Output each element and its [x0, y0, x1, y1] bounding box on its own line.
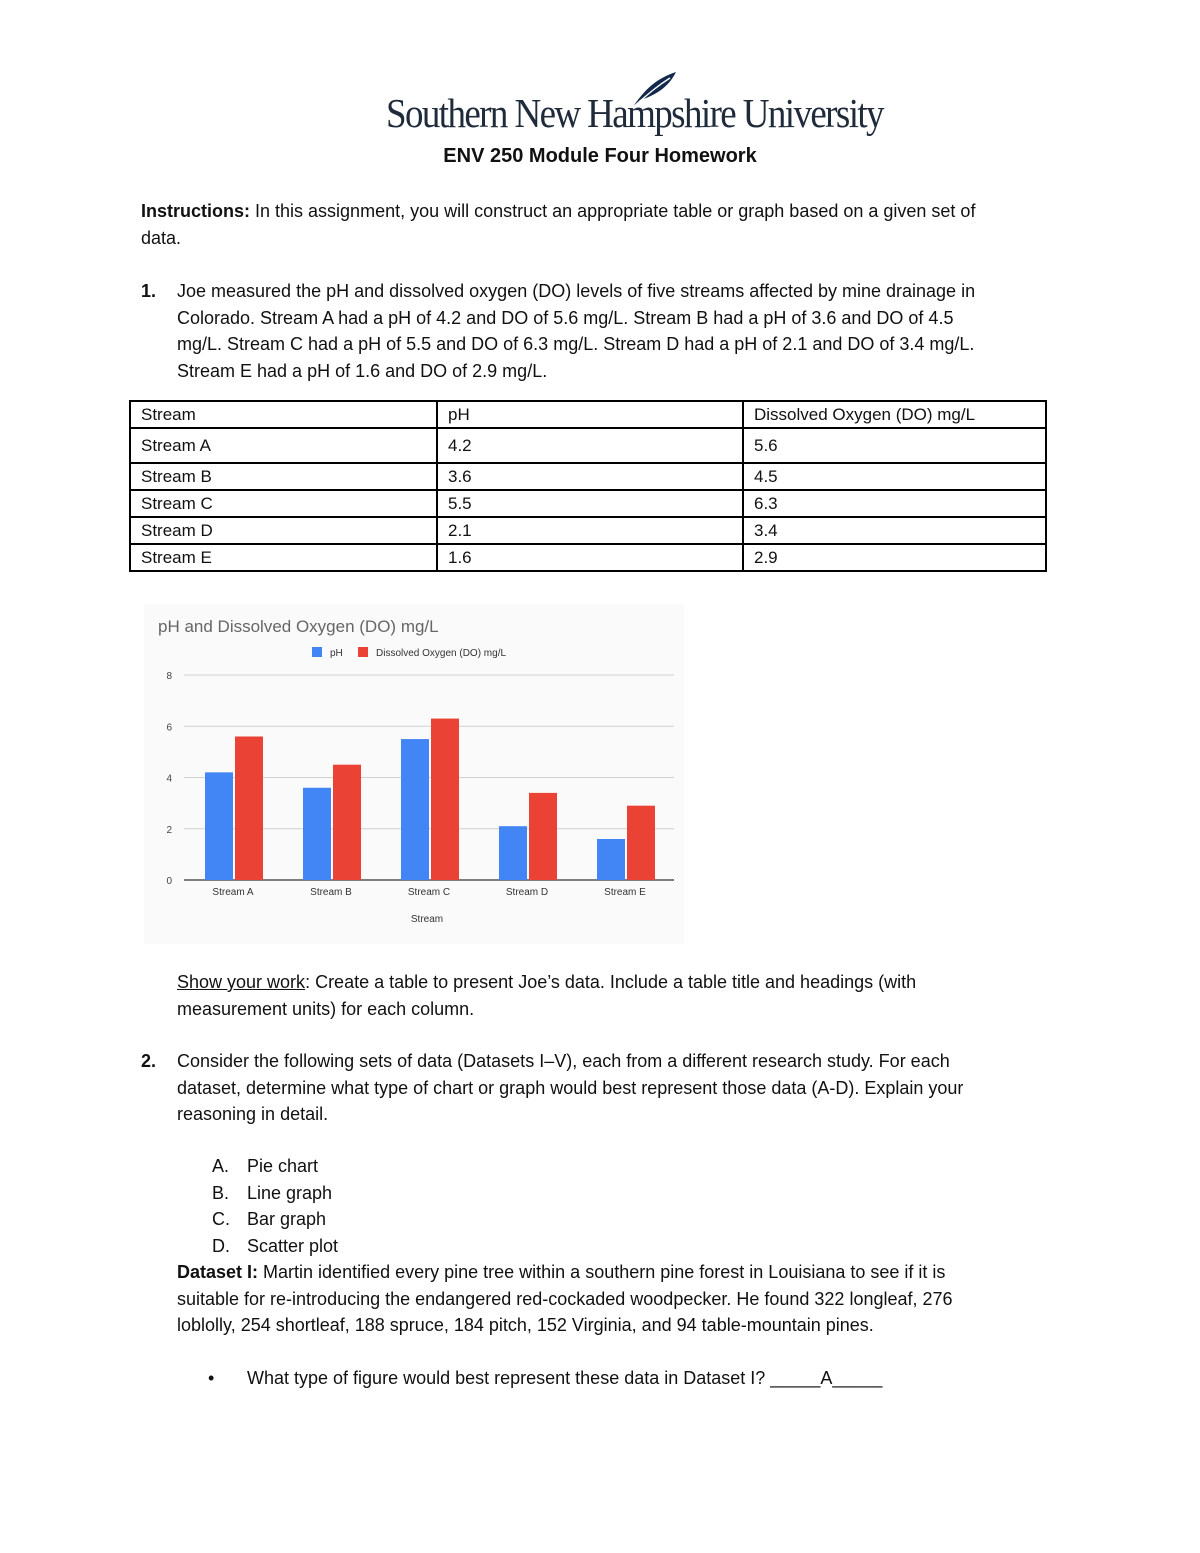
option-item	[212, 1233, 338, 1260]
bar-ph	[303, 788, 331, 880]
university-name: Southern New Hampshire University	[386, 91, 883, 138]
bar-do	[529, 793, 557, 880]
chart-svg	[144, 604, 684, 944]
table-cell: 3.4	[743, 517, 1046, 544]
q1-number: 1.	[141, 281, 157, 301]
table-cell: 5.6	[743, 428, 1046, 463]
table-row	[130, 490, 1046, 517]
instructions-text: In this assignment, you will construct an appropriate table or graph based on a given set of	[250, 201, 976, 221]
q1-line: Colorado. Stream A had a pH of 4.2 and DO of 5.6 mg/L. Stream B had a pH of 3.6 and DO of 4.5	[177, 307, 954, 328]
option-letter: C.	[212, 1209, 230, 1229]
chart-options-list	[212, 1153, 338, 1259]
table-cell: Stream C	[130, 490, 437, 517]
q1-line: mg/L. Stream C had a pH of 5.5 and DO of 6.3 mg/L. Stream D had a pH of 2.1 and DO of 3.4 mg/L.	[177, 334, 975, 354]
table-cell: 2.1	[437, 517, 743, 544]
table-header-row	[130, 401, 1046, 428]
chart-title: pH and Dissolved Oxygen (DO) mg/L	[158, 617, 439, 636]
table-cell: 2.9	[743, 544, 1046, 571]
y-tick-label: 2	[166, 824, 172, 836]
university-logo	[386, 70, 883, 140]
x-tick-label: Stream E	[604, 887, 646, 898]
show-work	[177, 969, 1077, 1022]
option-item	[212, 1180, 338, 1207]
dataset-1-line: suitable for re-introducing the endangered red-cockaded woodpecker. He found 322 longleaf, 276	[177, 1288, 953, 1309]
table-header-cell: pH	[437, 401, 743, 428]
table-cell: 4.5	[743, 463, 1046, 490]
option-letter: B.	[212, 1182, 230, 1203]
table-cell: Stream A	[130, 428, 437, 463]
dataset-1-line: loblolly, 254 shortleaf, 188 spruce, 184 pitch, 152 Virginia, and 94 table-mountain pines.	[177, 1315, 874, 1335]
dataset-1	[177, 1259, 1077, 1339]
table-cell: 4.2	[437, 428, 743, 463]
option-item	[212, 1153, 338, 1180]
instructions	[141, 198, 1071, 251]
dataset-1-text: Martin identified every pine tree within a southern pine forest in Louisiana to see if it is	[258, 1262, 946, 1282]
q2-line: reasoning in detail.	[177, 1104, 329, 1124]
instructions-text-2: data.	[141, 227, 182, 248]
table-header-cell: Stream	[130, 401, 437, 428]
bullet-icon: •	[208, 1368, 215, 1388]
option-item	[212, 1206, 338, 1233]
x-tick-label: Stream A	[212, 887, 254, 898]
bar-do	[627, 806, 655, 880]
legend-label: pH	[330, 648, 343, 659]
q2-line: Consider the following sets of data (Datasets I–V), each from a different research study. For each	[177, 1051, 950, 1071]
show-work-label: Show your work	[177, 972, 306, 992]
show-work-text-2: measurement units) for each column.	[177, 998, 475, 1019]
instructions-label: Instructions:	[141, 201, 251, 221]
bar-do	[235, 737, 263, 881]
table-row	[130, 544, 1046, 571]
option-text: Scatter plot	[247, 1235, 339, 1256]
table-cell: Stream B	[130, 463, 437, 490]
dataset-1-question-item	[208, 1365, 1068, 1392]
q2-line: dataset, determine what type of chart or graph would best represent those data (A-D). Explain your	[177, 1077, 964, 1098]
x-axis-label: Stream	[410, 914, 444, 925]
option-letter: D.	[212, 1235, 230, 1256]
table-cell: Stream D	[130, 517, 437, 544]
bar-do	[333, 765, 361, 880]
y-tick-label: 0	[166, 876, 172, 887]
option-text: Line graph	[247, 1182, 333, 1203]
y-tick-label: 8	[166, 671, 172, 682]
bar-do	[431, 719, 459, 880]
ph-do-bar-chart	[144, 604, 684, 944]
table-row	[130, 428, 1046, 463]
table-cell: 3.6	[437, 463, 743, 490]
legend-swatch	[358, 647, 368, 657]
table-cell: Stream E	[130, 544, 437, 571]
bar-ph	[205, 772, 233, 880]
q2-text	[177, 1048, 1077, 1128]
stream-data-table	[129, 400, 1047, 572]
q1-line: Joe measured the pH and dissolved oxygen (DO) levels of five streams affected by mine drainage in	[177, 281, 976, 301]
y-tick-label: 4	[166, 773, 172, 785]
table-cell: 1.6	[437, 544, 743, 571]
table-header-cell: Dissolved Oxygen (DO) mg/L	[743, 401, 1046, 428]
option-letter: A.	[212, 1156, 230, 1176]
show-work-text: : Create a table to present Joe’s data. Include a table title and headings (with	[305, 972, 917, 992]
dataset-1-question: What type of figure would best represent these data in Dataset I? _____A_____	[247, 1368, 883, 1388]
q2-number: 2.	[141, 1051, 157, 1071]
q1-line: Stream E had a pH of 1.6 and DO of 2.9 mg/L.	[177, 360, 548, 381]
option-text: Pie chart	[247, 1156, 319, 1176]
legend-swatch	[312, 647, 322, 657]
document-title: ENV 250 Module Four Homework	[443, 145, 757, 167]
bar-ph	[499, 826, 527, 880]
dataset-1-label: Dataset I:	[177, 1262, 259, 1282]
x-tick-label: Stream D	[505, 887, 549, 898]
bar-ph	[401, 739, 429, 880]
x-tick-label: Stream C	[407, 887, 451, 898]
table-row	[130, 517, 1046, 544]
x-tick-label: Stream B	[310, 887, 352, 898]
bar-ph	[597, 839, 625, 880]
option-text: Bar graph	[247, 1209, 327, 1229]
legend-label: Dissolved Oxygen (DO) mg/L	[376, 648, 507, 659]
table-cell: 5.5	[437, 490, 743, 517]
table-row	[130, 463, 1046, 490]
y-tick-label: 6	[166, 722, 172, 734]
q1-text	[177, 278, 1077, 384]
table-cell: 6.3	[743, 490, 1046, 517]
